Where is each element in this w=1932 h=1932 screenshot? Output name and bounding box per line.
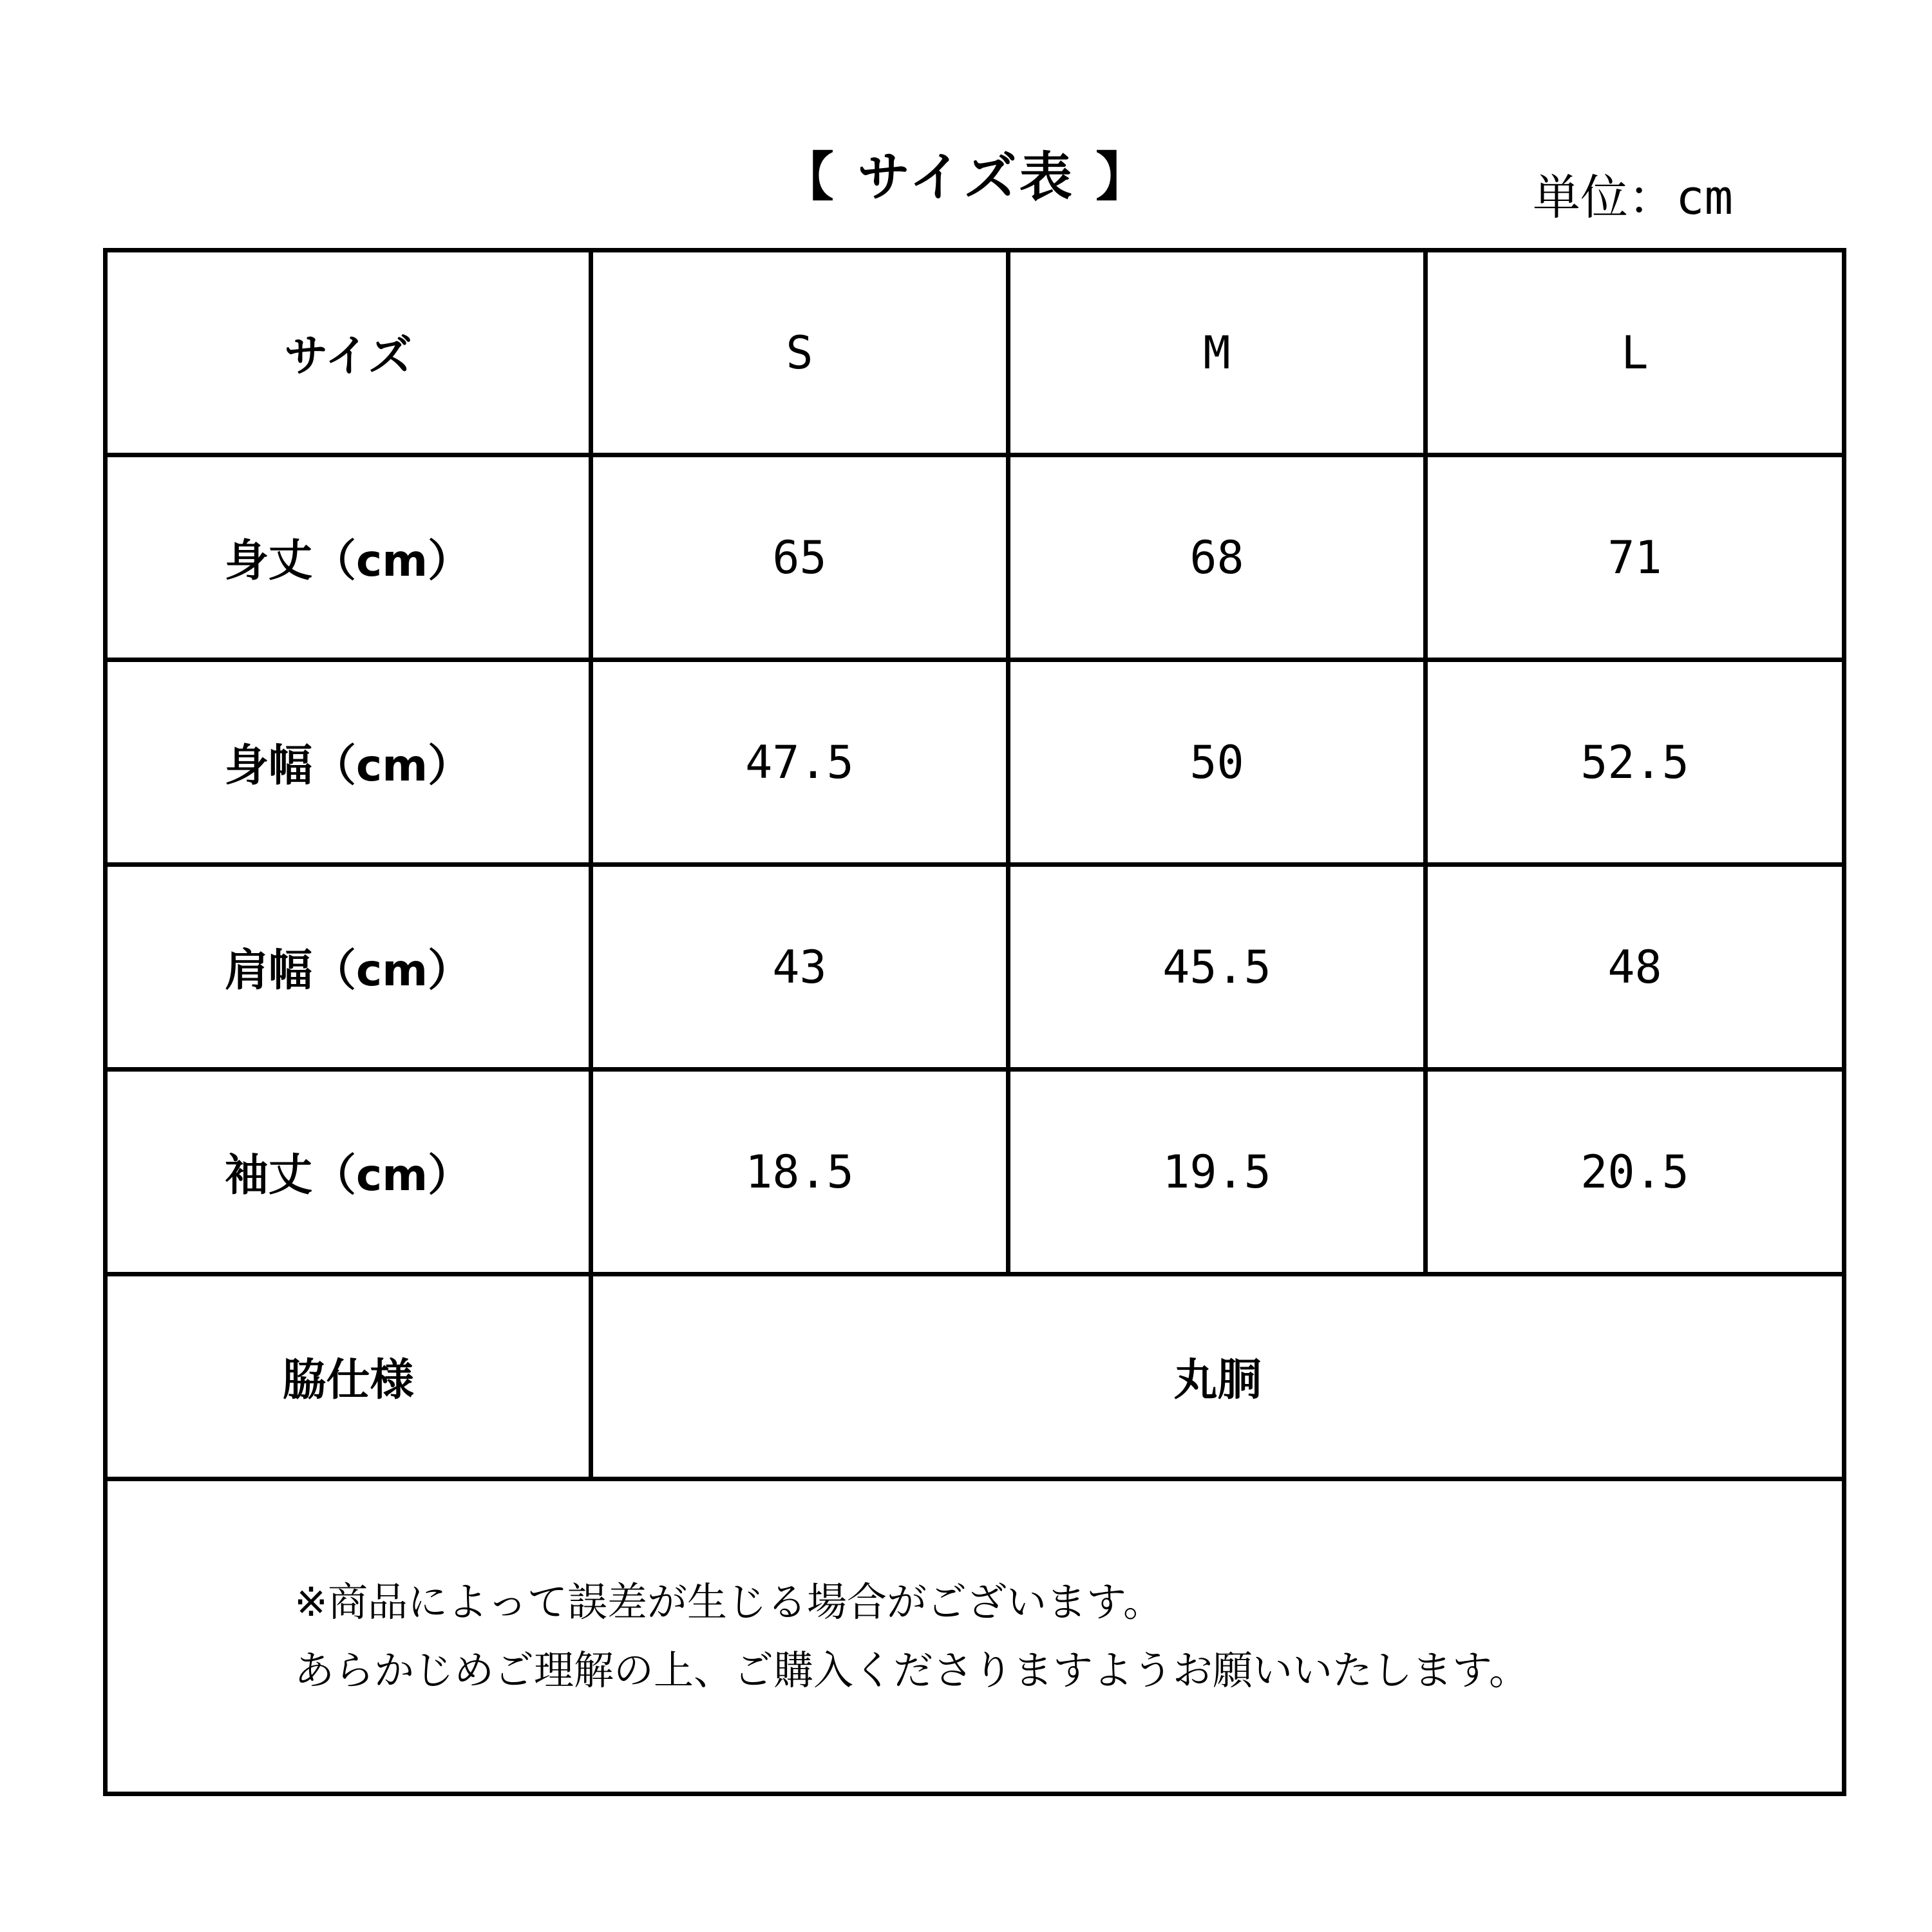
sleeve-length-label: 袖丈（cm）: [106, 1070, 591, 1274]
size-header-row: [106, 251, 1844, 455]
body-width-l: 52.5: [1426, 660, 1844, 865]
body-width-s: 47.5: [591, 660, 1009, 865]
shoulder-width-l: 48: [1426, 865, 1844, 1070]
body-width-label: 身幅（cm）: [106, 660, 591, 865]
unit-label-text: 単位：: [1533, 170, 1676, 225]
shoulder-width-row: [106, 865, 1844, 1070]
note-line-2: あらかじめご理解の上、ご購入くださりますようお願いいたします。: [294, 1647, 1530, 1694]
unit-value: cm: [1676, 170, 1734, 225]
shoulder-width-s: 43: [591, 865, 1009, 1070]
shoulder-width-m: 45.5: [1009, 865, 1426, 1070]
body-width-row: [106, 660, 1844, 865]
side-spec-row: [106, 1274, 1844, 1479]
sleeve-length-m: 19.5: [1009, 1070, 1426, 1274]
body-width-m: 50: [1009, 660, 1426, 865]
size-header-label: サイズ: [106, 251, 591, 455]
size-s-header: S: [591, 251, 1009, 455]
note-line-1: ※商品によって誤差が生じる場合がございます。: [294, 1578, 1163, 1625]
sleeve-length-l: 20.5: [1426, 1070, 1844, 1274]
body-length-l: 71: [1426, 455, 1844, 660]
size-m-header: M: [1009, 251, 1426, 455]
body-length-m: 68: [1009, 455, 1426, 660]
body-length-label: 身丈（cm）: [106, 455, 591, 660]
unit-label: [1533, 160, 1733, 228]
note-cell: [106, 1479, 1844, 1794]
sleeve-length-row: [106, 1070, 1844, 1274]
page-title: 【 サイズ表 】: [781, 147, 1151, 208]
note-row: [106, 1479, 1844, 1794]
shoulder-width-label: 肩幅（cm）: [106, 865, 591, 1070]
size-l-header: L: [1426, 251, 1844, 455]
side-spec-label: 脇仕様: [106, 1274, 591, 1479]
sleeve-length-s: 18.5: [591, 1070, 1009, 1274]
side-spec-value: 丸胴: [591, 1274, 1844, 1479]
body-length-row: [106, 455, 1844, 660]
size-table: [103, 248, 1846, 1796]
body-length-s: 65: [591, 455, 1009, 660]
